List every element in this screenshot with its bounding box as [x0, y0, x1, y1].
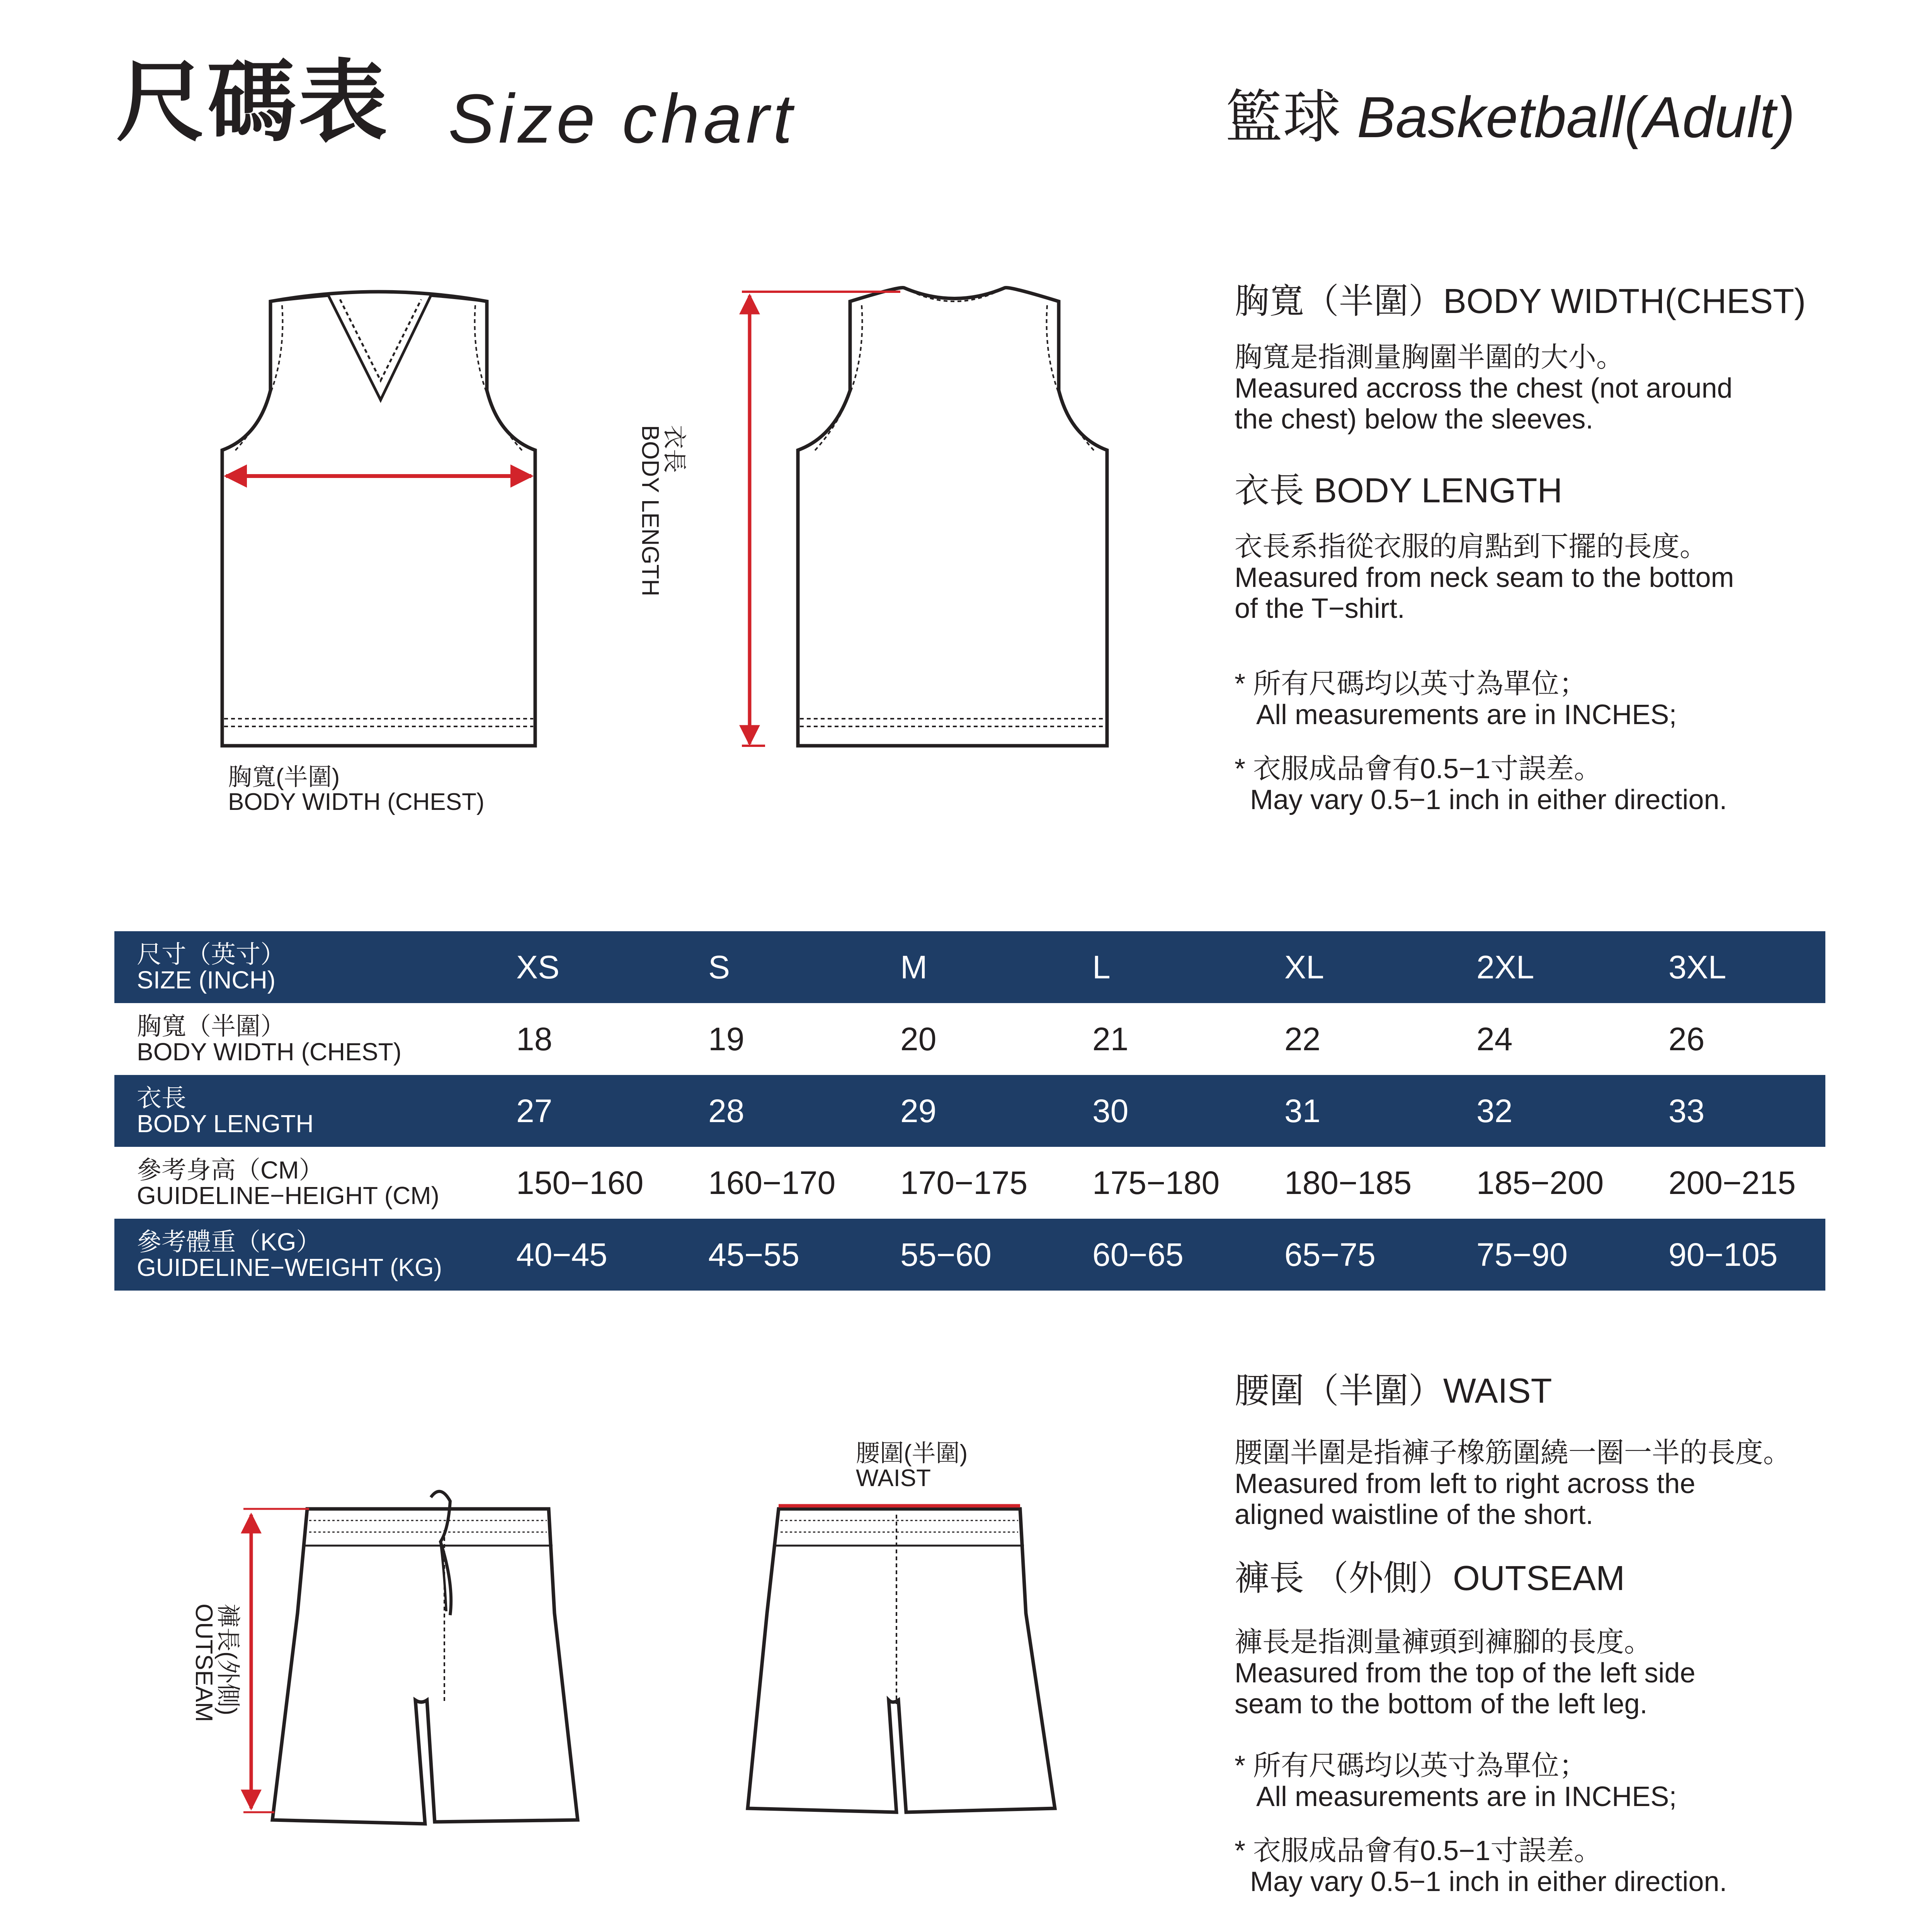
table-cell: 180−185 — [1284, 1147, 1476, 1219]
note-line: * 所有尺碼均以英寸為單位； — [1235, 668, 1587, 699]
row-label-line: GUIDELINE−WEIGHT (KG) — [137, 1253, 442, 1281]
table-cell: 170−175 — [900, 1147, 1092, 1219]
row-label-line: 參考體重（KG） — [137, 1228, 321, 1256]
row-label-line: 胸寬（半圍） — [137, 1012, 285, 1040]
shorts-back-drawing — [748, 1509, 1055, 1812]
table-cell: M — [900, 931, 1092, 1003]
row-label — [114, 1003, 516, 1075]
table-cell: 22 — [1284, 1003, 1476, 1075]
table-cell: 40−45 — [516, 1219, 708, 1291]
table-cell: 31 — [1284, 1075, 1476, 1147]
note-line: All measurements are in INCHES; — [1235, 1781, 1677, 1812]
waist-desc-line: aligned waistline of the short. — [1235, 1499, 1594, 1530]
outseam-description — [1235, 1627, 1696, 1719]
jersey-size-table — [114, 931, 1825, 1291]
table-cell: 65−75 — [1284, 1219, 1476, 1291]
table-cell: 160−170 — [708, 1147, 900, 1219]
chest-caption-en: BODY WIDTH (CHEST) — [228, 789, 485, 815]
table-cell: 75−90 — [1476, 1219, 1668, 1291]
note-line: * 衣服成品會有0.5−1寸誤差。 — [1235, 753, 1602, 784]
table-row — [114, 1075, 1825, 1147]
table-cell: 45−55 — [708, 1219, 900, 1291]
outseam-desc-line: 褲長是指測量褲頭到褲腳的長度。 — [1235, 1627, 1652, 1658]
outseam-caption — [192, 1604, 240, 1722]
table-cell: 150−160 — [516, 1147, 708, 1219]
chest-caption-zh: 胸寬(半圍) — [228, 764, 340, 791]
length-caption — [638, 425, 686, 596]
row-label-line: SIZE (INCH) — [137, 966, 276, 994]
outseam-heading: 褲長 （外側）OUTSEAM — [1235, 1559, 1625, 1598]
jersey-note-variance — [1235, 753, 1727, 815]
row-label-line: BODY WIDTH (CHEST) — [137, 1038, 402, 1066]
waist-desc-line: 腰圍半圍是指褲子橡筋圍繞一圈一半的長度。 — [1235, 1437, 1791, 1468]
table-row — [114, 1003, 1825, 1075]
table-cell: 21 — [1092, 1003, 1284, 1075]
outseam-caption-zh: 褲長(外側) — [214, 1604, 241, 1716]
table-row — [114, 1219, 1825, 1291]
table-cell: 3XL — [1668, 931, 1825, 1003]
chest-description — [1235, 342, 1733, 435]
table-cell: S — [708, 931, 900, 1003]
table-cell: 2XL — [1476, 931, 1668, 1003]
length-desc-line: Measured from neck seam to the bottom — [1235, 562, 1734, 593]
outseam-desc-line: Measured from the top of the left side — [1235, 1658, 1696, 1689]
waist-description — [1235, 1437, 1791, 1530]
table-cell: 32 — [1476, 1075, 1668, 1147]
outseam-desc-line: seam to the bottom of the left leg. — [1235, 1689, 1648, 1719]
row-label-line: BODY LENGTH — [137, 1110, 314, 1138]
table-cell: XL — [1284, 931, 1476, 1003]
table-cell: 60−65 — [1092, 1219, 1284, 1291]
note-line: * 衣服成品會有0.5−1寸誤差。 — [1235, 1835, 1602, 1866]
length-caption-en: BODY LENGTH — [637, 425, 663, 597]
jersey-back-drawing — [798, 287, 1107, 746]
table-cell: 55−60 — [900, 1219, 1092, 1291]
jersey-note-units — [1235, 668, 1677, 730]
table-cell: 19 — [708, 1003, 900, 1075]
table-cell: 185−200 — [1476, 1147, 1668, 1219]
table-cell: 28 — [708, 1075, 900, 1147]
row-label — [114, 1219, 516, 1291]
table-cell: 24 — [1476, 1003, 1668, 1075]
length-desc-line: of the T−shirt. — [1235, 593, 1405, 624]
length-caption-zh: 衣長 — [661, 425, 687, 473]
category-en: Basketball(Adult) — [1357, 85, 1795, 150]
table-cell: L — [1092, 931, 1284, 1003]
table-cell: 18 — [516, 1003, 708, 1075]
waist-caption-en: WAIST — [856, 1465, 931, 1492]
table-cell: 175−180 — [1092, 1147, 1284, 1219]
row-label — [114, 931, 516, 1003]
shorts-note-variance — [1235, 1835, 1727, 1897]
shorts-note-units — [1235, 1750, 1677, 1812]
note-line: All measurements are in INCHES; — [1235, 699, 1677, 730]
table-cell: 27 — [516, 1075, 708, 1147]
page-title-english: Size chart — [448, 80, 796, 158]
note-line: May vary 0.5−1 inch in either direction. — [1235, 1866, 1727, 1897]
waist-caption — [856, 1441, 968, 1491]
row-label-line: 衣長 — [137, 1084, 186, 1112]
table-cell: XS — [516, 931, 708, 1003]
waist-desc-line: Measured from left to right across the — [1235, 1468, 1696, 1499]
table-cell: 90−105 — [1668, 1219, 1825, 1291]
table-row — [114, 1147, 1825, 1219]
table-cell: 30 — [1092, 1075, 1284, 1147]
length-description — [1235, 531, 1734, 624]
waist-caption-zh: 腰圍(半圍) — [856, 1440, 968, 1467]
row-label-line: 尺寸（英寸） — [137, 940, 285, 968]
waist-heading: 腰圍（半圍）WAIST — [1235, 1372, 1552, 1410]
table-row — [114, 931, 1825, 1003]
table-cell: 33 — [1668, 1075, 1825, 1147]
chest-heading: 胸寬（半圍）BODY WIDTH(CHEST) — [1235, 282, 1806, 321]
row-label-line: GUIDELINE−HEIGHT (CM) — [137, 1182, 439, 1209]
chest-caption — [228, 765, 485, 815]
table-cell: 20 — [900, 1003, 1092, 1075]
length-heading: 衣長 BODY LENGTH — [1235, 471, 1563, 510]
table-cell: 200−215 — [1668, 1147, 1825, 1219]
length-desc-line: 衣長系指從衣服的肩點到下擺的長度。 — [1235, 531, 1708, 562]
table-cell: 26 — [1668, 1003, 1825, 1075]
row-label-line: 參考身高（CM） — [137, 1156, 324, 1184]
shorts-front-drawing — [272, 1492, 578, 1824]
chest-desc-line: 胸寬是指測量胸圍半圍的大小。 — [1235, 342, 1624, 373]
page-title-chinese: 尺碼表 — [116, 53, 390, 152]
note-line: May vary 0.5−1 inch in either direction. — [1235, 784, 1727, 815]
row-label — [114, 1147, 516, 1219]
outseam-caption-en: OUTSEAM — [190, 1604, 217, 1722]
row-label — [114, 1075, 516, 1147]
table-cell: 29 — [900, 1075, 1092, 1147]
chest-desc-line: Measured accross the chest (not around — [1235, 373, 1733, 404]
category-zh: 籃球 — [1225, 85, 1341, 150]
chest-desc-line: the chest) below the sleeves. — [1235, 404, 1594, 435]
note-line: * 所有尺碼均以英寸為單位； — [1235, 1750, 1587, 1781]
jersey-front-drawing — [222, 292, 535, 746]
